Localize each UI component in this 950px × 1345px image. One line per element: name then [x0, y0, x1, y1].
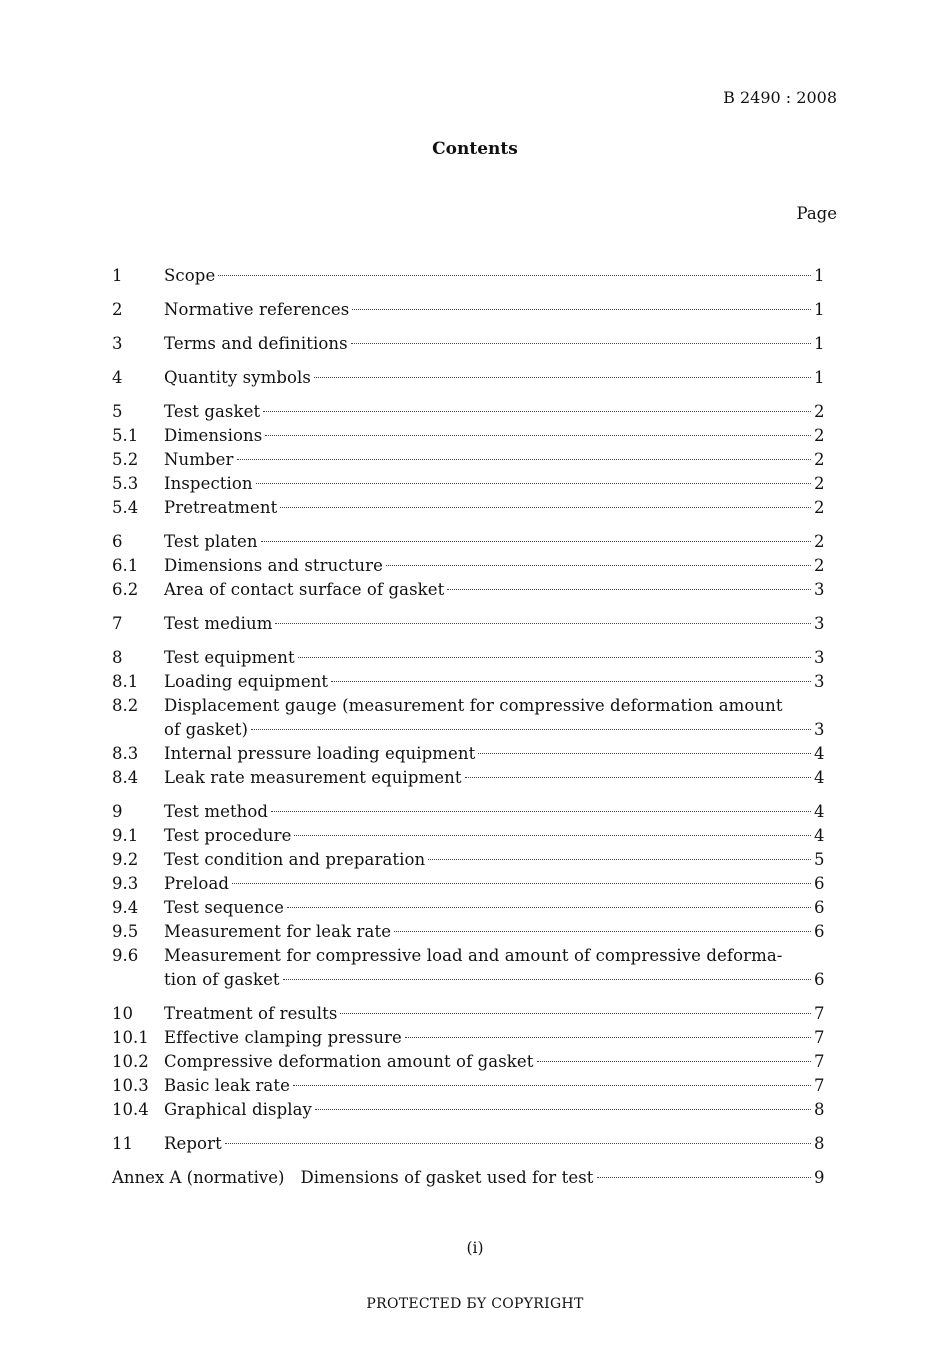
toc-entry-number: 11: [112, 1134, 133, 1153]
toc-entry-page: 7: [814, 1076, 825, 1095]
dot-leader: [428, 859, 811, 860]
toc-annex-entry[interactable]: [112, 1166, 824, 1190]
table-of-contents: [112, 264, 824, 1190]
toc-entry-number: 3: [112, 334, 123, 353]
toc-entry-title: Preload: [164, 874, 230, 893]
toc-entry-number: 7: [112, 614, 123, 633]
toc-entry-title: Number: [164, 450, 234, 469]
toc-entry-page: 2: [814, 556, 825, 575]
toc-entry-page: 3: [814, 580, 825, 599]
dot-leader: [352, 309, 811, 310]
toc-entry[interactable]: [112, 646, 824, 670]
dot-leader: [394, 931, 811, 932]
toc-entry-number: 10.4: [112, 1100, 149, 1119]
toc-entry-page: 2: [814, 498, 825, 517]
dot-leader: [351, 343, 811, 344]
dot-leader: [597, 1177, 811, 1178]
toc-entry-number: 8.4: [112, 768, 139, 787]
toc-entry-title: Leak rate measurement equipment: [164, 768, 462, 787]
toc-entry-page: 4: [814, 744, 825, 763]
toc-entry[interactable]: [112, 472, 824, 496]
toc-entry[interactable]: [112, 1050, 824, 1074]
toc-entry-page: 8: [814, 1100, 825, 1119]
toc-entry-page: 3: [814, 672, 825, 691]
toc-entry-page: 6: [814, 874, 825, 893]
toc-entry[interactable]: [112, 742, 824, 766]
dot-leader: [340, 1013, 811, 1014]
toc-entry-page: 4: [814, 802, 825, 821]
dot-leader: [447, 589, 811, 590]
dot-leader: [386, 565, 811, 566]
toc-entry-page: 2: [814, 450, 825, 469]
toc-entry-number: 8: [112, 648, 123, 667]
dot-leader: [237, 459, 811, 460]
toc-entry[interactable]: [112, 496, 824, 520]
toc-entry-number: 10: [112, 1004, 133, 1023]
toc-entry-page: 4: [814, 768, 825, 787]
toc-entry[interactable]: [112, 530, 824, 554]
toc-entry-title: Scope: [164, 266, 216, 285]
dot-leader: [218, 275, 811, 276]
dot-leader: [265, 435, 811, 436]
dot-leader: [232, 883, 811, 884]
toc-entry-number: 1: [112, 266, 123, 285]
toc-entry-title: Effective clamping pressure: [164, 1028, 402, 1047]
toc-entry-title: Loading equipment: [164, 672, 329, 691]
dot-leader: [275, 623, 811, 624]
toc-entry-title: Graphical display: [164, 1100, 312, 1119]
toc-entry-title: Basic leak rate: [164, 1076, 290, 1095]
toc-entry[interactable]: [112, 332, 824, 356]
toc-entry-title: Treatment of results: [164, 1004, 338, 1023]
annex-label: Annex A (normative): [112, 1168, 285, 1187]
dot-leader: [298, 657, 811, 658]
toc-entry-number: 9: [112, 802, 123, 821]
toc-entry-number: 6: [112, 532, 123, 551]
dot-leader: [271, 811, 811, 812]
toc-entry-title: Test equipment: [164, 648, 295, 667]
toc-entry[interactable]: [112, 1098, 824, 1122]
toc-entry-title: Measurement for leak rate: [164, 922, 392, 941]
dot-leader: [225, 1143, 811, 1144]
toc-entry-title-continuation: of gasket): [164, 720, 248, 739]
toc-entry[interactable]: [112, 670, 824, 694]
toc-entry-number: 8.3: [112, 744, 139, 763]
page-number: (i): [466, 1239, 484, 1257]
toc-entry-number: 6.2: [112, 580, 139, 599]
toc-entry-page: 1: [814, 266, 825, 285]
toc-entry-number: 9.2: [112, 850, 139, 869]
toc-entry-title: Test method: [164, 802, 269, 821]
toc-entry[interactable]: [112, 1026, 824, 1050]
toc-entry-page: 1: [814, 334, 825, 353]
toc-entry-title-continuation: tion of gasket: [164, 970, 280, 989]
toc-entry-number: 10.3: [112, 1076, 149, 1095]
toc-entry-title: Test gasket: [164, 402, 261, 421]
toc-entry-number: 2: [112, 300, 123, 319]
toc-entry[interactable]: [112, 612, 824, 636]
dot-leader: [405, 1037, 811, 1038]
toc-entry-number: 5.1: [112, 426, 139, 445]
toc-entry-page: 3: [814, 648, 825, 667]
toc-entry-page: 2: [814, 532, 825, 551]
toc-entry-page: 6: [814, 922, 825, 941]
toc-entry-page: 4: [814, 826, 825, 845]
annex-title: Dimensions of gasket used for test: [300, 1168, 594, 1187]
toc-entry-title: Test medium: [164, 614, 273, 633]
toc-entry-page: 2: [814, 402, 825, 421]
dot-leader: [261, 541, 811, 542]
copyright-notice: PROTECTED БY COPYRIGHT: [366, 1296, 584, 1312]
toc-entry[interactable]: [112, 578, 824, 602]
toc-entry[interactable]: [112, 944, 824, 992]
toc-entry-title: Displacement gauge (measurement for compressive deformation amount: [164, 696, 783, 715]
toc-entry-title: Dimensions: [164, 426, 263, 445]
toc-entry-title: Internal pressure loading equipment: [164, 744, 476, 763]
dot-leader: [293, 1085, 811, 1086]
dot-leader: [537, 1061, 811, 1062]
toc-entry-title: Pretreatment: [164, 498, 278, 517]
toc-entry-title: Compressive deformation amount of gasket: [164, 1052, 534, 1071]
toc-entry-number: 5.2: [112, 450, 139, 469]
toc-entry-title: Terms and definitions: [164, 334, 348, 353]
toc-entry-page: 2: [814, 474, 825, 493]
toc-entry-title: Test condition and preparation: [164, 850, 426, 869]
dot-leader: [287, 907, 811, 908]
toc-entry-number: 5.3: [112, 474, 139, 493]
toc-entry[interactable]: [112, 424, 824, 448]
toc-entry-number: 10.1: [112, 1028, 149, 1047]
toc-entry[interactable]: [112, 1002, 824, 1026]
toc-entry[interactable]: [112, 1074, 824, 1098]
toc-entry-number: 8.1: [112, 672, 139, 691]
annex-page: 9: [814, 1168, 825, 1187]
toc-entry-page: 3: [814, 720, 825, 739]
toc-entry[interactable]: [112, 448, 824, 472]
toc-entry-title: Report: [164, 1134, 222, 1153]
toc-entry[interactable]: [112, 366, 824, 390]
toc-entry[interactable]: [112, 920, 824, 944]
toc-entry-number: 6.1: [112, 556, 139, 575]
toc-entry[interactable]: [112, 694, 824, 742]
toc-entry[interactable]: [112, 264, 824, 288]
toc-entry-title: Test platen: [164, 532, 258, 551]
toc-entry-title: Measurement for compressive load and amount of compressive deforma-: [164, 946, 783, 965]
toc-entry[interactable]: [112, 824, 824, 848]
toc-entry[interactable]: [112, 400, 824, 424]
toc-entry-page: 3: [814, 614, 825, 633]
toc-entry-page: 1: [814, 368, 825, 387]
toc-entry-number: 8.2: [112, 696, 139, 715]
toc-entry-number: 9.1: [112, 826, 139, 845]
dot-leader: [283, 979, 811, 980]
toc-entry-number: 10.2: [112, 1052, 149, 1071]
toc-entry-number: 9.3: [112, 874, 139, 893]
dot-leader: [251, 729, 811, 730]
toc-entry-page: 7: [814, 1052, 825, 1071]
toc-entry-number: 9.5: [112, 922, 139, 941]
dot-leader: [256, 483, 811, 484]
toc-entry-page: 6: [814, 970, 825, 989]
toc-entry[interactable]: [112, 848, 824, 872]
dot-leader: [478, 753, 811, 754]
toc-entry-number: 5.4: [112, 498, 139, 517]
toc-entry-title: Area of contact surface of gasket: [164, 580, 445, 599]
toc-entry-number: 9.6: [112, 946, 139, 965]
toc-entry[interactable]: [112, 554, 824, 578]
toc-entry-page: 2: [814, 426, 825, 445]
dot-leader: [314, 377, 811, 378]
toc-entry-number: 9.4: [112, 898, 139, 917]
dot-leader: [294, 835, 811, 836]
toc-entry[interactable]: [112, 298, 824, 322]
toc-entry-number: 5: [112, 402, 123, 421]
toc-entry[interactable]: [112, 800, 824, 824]
dot-leader: [263, 411, 811, 412]
toc-entry-page: 7: [814, 1028, 825, 1047]
toc-entry[interactable]: [112, 872, 824, 896]
toc-entry-page: 1: [814, 300, 825, 319]
toc-entry-page: 7: [814, 1004, 825, 1023]
dot-leader: [465, 777, 811, 778]
toc-entry[interactable]: [112, 766, 824, 790]
toc-entry-title: Test procedure: [164, 826, 292, 845]
page-title: Contents: [432, 139, 518, 159]
toc-entry-title: Normative references: [164, 300, 350, 319]
toc-entry-title: Quantity symbols: [164, 368, 311, 387]
dot-leader: [331, 681, 811, 682]
toc-entry-title: Test sequence: [164, 898, 284, 917]
toc-entry-page: 8: [814, 1134, 825, 1153]
dot-leader: [315, 1109, 811, 1110]
page-column-heading: Page: [796, 204, 837, 223]
toc-entry[interactable]: [112, 1132, 824, 1156]
toc-entry[interactable]: [112, 896, 824, 920]
toc-entry-page: 6: [814, 898, 825, 917]
toc-entry-title: Inspection: [164, 474, 253, 493]
toc-entry-page: 5: [814, 850, 825, 869]
standard-reference: B 2490 : 2008: [723, 88, 837, 107]
dot-leader: [280, 507, 811, 508]
toc-entry-number: 4: [112, 368, 123, 387]
toc-entry-title: Dimensions and structure: [164, 556, 383, 575]
